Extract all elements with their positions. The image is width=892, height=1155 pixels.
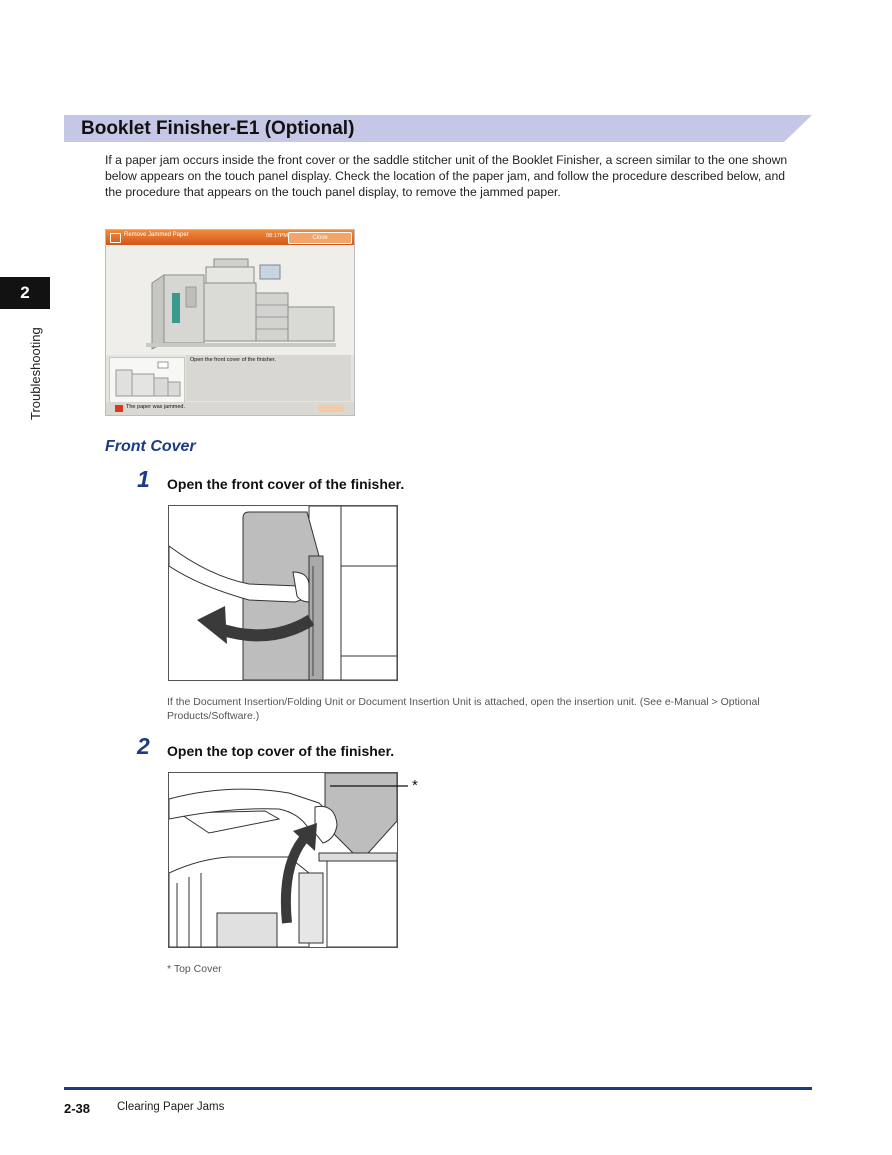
title-band (64, 115, 812, 142)
screen-thumbnail (109, 357, 185, 403)
intro-paragraph: If a paper jam occurs inside the front cover or the saddle stitcher unit of the Booklet Finisher, a screen similar to the one shown below appears on the touch panel display. Check the location of the paper jam, and follow the procedure described below, and the procedure that appears on the touch panel display, to remove the jammed paper. (105, 153, 788, 199)
thumbnail-machine-icon (110, 358, 184, 402)
screen-instruction-panel (186, 355, 351, 401)
top-cover-callout-line (330, 783, 410, 789)
screen-close-button: Close (288, 232, 352, 244)
chapter-label: Troubleshooting (28, 327, 43, 420)
top-cover-marker: * (412, 777, 418, 794)
step-1-figure (168, 505, 398, 681)
open-front-cover-illustration-icon (169, 506, 397, 680)
step-1-note: If the Document Insertion/Folding Unit or Document Insertion Unit is attached, open the insertion unit. (See e-Manual > Optional Products/Software.) (167, 696, 760, 722)
screen-header-title: Remove Jammed Paper (124, 232, 189, 238)
machine-illustration (106, 245, 354, 355)
step-1-text: Open the front cover of the finisher. (167, 476, 405, 492)
section-heading: Front Cover (105, 438, 196, 455)
step-2-number: 2 (137, 733, 150, 759)
step-2-text: Open the top cover of the finisher. (167, 743, 395, 759)
page-number: 2-38 (64, 1101, 91, 1116)
step-1-number: 1 (137, 466, 150, 492)
screen-status-button (318, 405, 344, 412)
screen-time: 08:17PM (266, 233, 289, 239)
machine-illustration-icon (106, 245, 354, 355)
footer-rule (64, 1087, 812, 1090)
footer-title: Clearing Paper Jams (117, 1101, 225, 1113)
touch-panel-screenshot (105, 229, 355, 416)
chapter-tab: 2 (0, 277, 50, 309)
screen-instruction-text: Open the front cover of the finisher. (190, 357, 276, 363)
open-top-cover-illustration-icon (169, 773, 397, 947)
screen-header (106, 230, 354, 245)
error-icon (115, 405, 123, 412)
step-2-caption: * Top Cover (167, 963, 222, 975)
screen-status-text: The paper was jammed. (126, 404, 185, 410)
jam-icon (110, 233, 121, 243)
screen-status-bar (106, 402, 354, 415)
page-title: Booklet Finisher-E1 (Optional) (81, 118, 355, 139)
step-2-figure (168, 772, 398, 948)
